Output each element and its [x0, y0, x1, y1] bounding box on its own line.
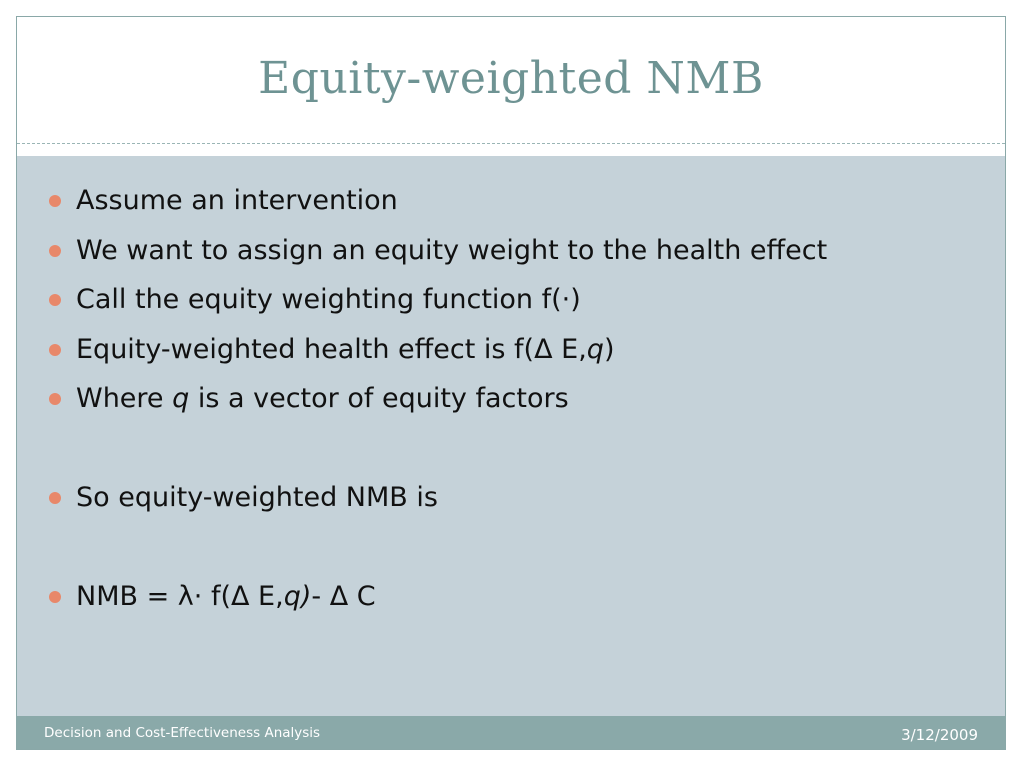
bullet-dot-icon — [49, 195, 61, 207]
title-divider — [17, 143, 1005, 144]
bullet-text-part: is a vector of equity factors — [189, 383, 569, 414]
bullet-text: We want to assign an equity weight to the health effect — [76, 234, 828, 266]
footer-bar — [17, 716, 1005, 749]
content-area — [17, 156, 1005, 716]
bullet-text-part: NMB = λ· f(Δ E, — [76, 581, 284, 612]
bullet-text — [76, 582, 376, 612]
bullet-text-part: ) — [603, 333, 615, 365]
bullet-text: So equity-weighted NMB is — [76, 482, 438, 513]
bullet-text: Call the equity weighting function f(·) — [76, 284, 581, 315]
bullet-text-italic: q) — [283, 581, 312, 612]
bullet-text-italic: q — [586, 333, 604, 365]
bullet-dot-icon — [49, 294, 61, 306]
bullet-dot-icon — [49, 492, 61, 504]
bullet-text-part: Where — [76, 383, 173, 414]
bullet-dot-icon — [49, 344, 61, 356]
bullet-dot-icon — [49, 393, 61, 405]
bullet-text — [76, 384, 569, 414]
bullet-text-part: Equity-weighted health effect is f(Δ E, — [76, 333, 587, 365]
footer-course-title: Decision and Cost-Effectiveness Analysis — [44, 725, 321, 741]
footer-date: 3/12/2009 — [901, 726, 978, 744]
title-area — [17, 17, 1005, 143]
bullet-text-part: - Δ C — [311, 581, 376, 612]
bullet-text-italic: q — [172, 383, 190, 414]
bullet-dot-icon — [49, 591, 61, 603]
slide — [16, 16, 1006, 750]
bullet-dot-icon — [49, 245, 61, 257]
bullet-text — [76, 335, 614, 365]
bullet-text: Assume an intervention — [76, 185, 398, 216]
slide-title: Equity-weighted NMB — [258, 53, 764, 104]
